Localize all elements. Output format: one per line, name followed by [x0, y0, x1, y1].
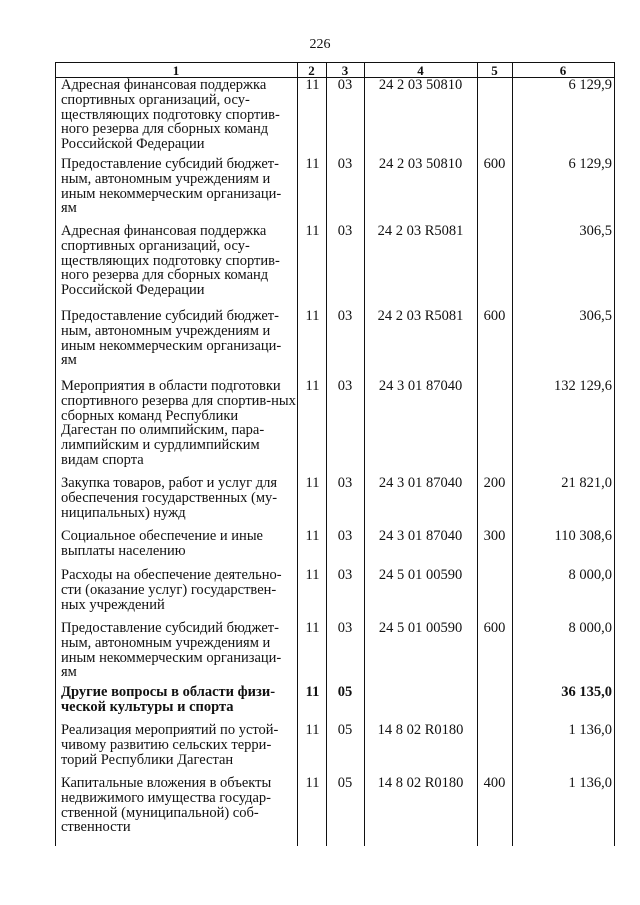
column-header-2: 2: [308, 63, 315, 78]
row-expense-type: 600: [483, 156, 506, 172]
row-section: 11: [305, 378, 320, 394]
row-amount: 132 129,6: [554, 378, 612, 394]
row-amount: 36 135,0: [561, 684, 612, 700]
row-section: 11: [305, 156, 320, 172]
row-target-code: 24 3 01 87040: [378, 475, 463, 491]
row-subsection: 03: [337, 223, 353, 239]
row-subsection: 05: [337, 722, 353, 738]
column-divider: [297, 62, 298, 846]
row-amount: 21 821,0: [561, 475, 612, 491]
row-section: 11: [305, 223, 320, 239]
row-name: Расходы на обеспечение деятельно-сти (оказание услуг) государствен-ных учреждений: [61, 567, 282, 613]
row-target-code: 24 2 03 50810: [378, 77, 463, 93]
row-subsection: 03: [337, 475, 353, 491]
row-subsection: 03: [337, 156, 353, 172]
column-header-6: 6: [559, 63, 567, 78]
row-section: 11: [305, 722, 320, 738]
column-divider: [614, 62, 615, 846]
row-expense-type: 300: [483, 528, 506, 544]
row-target-code: 24 2 03 R5081: [377, 223, 464, 239]
row-amount: 8 000,0: [568, 567, 612, 583]
row-name: Реализация мероприятий по устой-чивому развитию сельских терри-торий Республики Дагестан: [61, 722, 279, 768]
row-section: 11: [305, 684, 320, 700]
row-expense-type: 200: [483, 475, 506, 491]
row-target-code: 24 3 01 87040: [378, 378, 463, 394]
row-target-code: 24 3 01 87040: [378, 528, 463, 544]
row-section: 11: [305, 620, 320, 636]
row-subsection: 03: [337, 620, 353, 636]
row-section: 11: [305, 567, 320, 583]
row-amount: 1 136,0: [568, 722, 612, 738]
row-name: Предоставление субсидий бюджет-ным, автономным учреждениям и иным некоммерческим организаци-ям: [61, 156, 282, 217]
row-name: Закупка товаров, работ и услуг для обеспечения государственных (му-ниципальных) нужд: [61, 475, 278, 521]
row-subsection: 05: [337, 775, 353, 791]
row-amount: 306,5: [579, 223, 612, 239]
row-name: Мероприятия в области подготовки спортивного резерва для спортив-ных сборных команд Республики Дагестан по олимпийским, пара-лимпийским и сурдлимпийским видам спорта: [61, 378, 296, 468]
row-name: Капитальные вложения в объекты недвижимого имущества государ-ственной (муниципальной) соб-ственности: [61, 775, 272, 836]
row-expense-type: 600: [483, 620, 506, 636]
column-divider: [477, 62, 478, 846]
row-section: 11: [305, 528, 320, 544]
column-header-1: 1: [172, 63, 180, 78]
row-subsection: 03: [337, 378, 353, 394]
row-name: Социальное обеспечение и иные выплаты населению: [61, 528, 263, 559]
row-amount: 8 000,0: [568, 620, 612, 636]
row-amount: 110 308,6: [554, 528, 612, 544]
column-header-4: 4: [417, 63, 424, 78]
row-expense-type: 600: [483, 308, 506, 324]
row-target-code: 14 8 02 R0180: [377, 775, 464, 791]
row-name: Другие вопросы в области физи-ческой культуры и спорта: [61, 684, 276, 715]
row-target-code: 14 8 02 R0180: [377, 722, 464, 738]
row-target-code: 24 5 01 00590: [378, 620, 463, 636]
page-number: 226: [309, 37, 331, 52]
row-section: 11: [305, 77, 320, 93]
budget-table: [55, 62, 615, 846]
row-amount: 6 129,9: [568, 156, 612, 172]
column-header-5: 5: [491, 63, 498, 78]
row-subsection: 03: [337, 308, 353, 324]
row-target-code: 24 2 03 50810: [378, 156, 463, 172]
row-subsection: 05: [337, 684, 353, 700]
row-amount: 1 136,0: [568, 775, 612, 791]
row-target-code: 24 2 03 R5081: [377, 308, 464, 324]
row-subsection: 03: [337, 528, 353, 544]
column-divider: [55, 62, 56, 846]
row-section: 11: [305, 475, 320, 491]
column-header-3: 3: [341, 63, 349, 78]
row-expense-type: 400: [483, 775, 506, 791]
row-subsection: 03: [337, 567, 353, 583]
row-section: 11: [305, 308, 320, 324]
row-name: Адресная финансовая поддержка спортивных организаций, осу-ществляющих подготовку спортив-ного резерва для сборных команд Российской Федерации: [61, 223, 280, 299]
row-name: Адресная финансовая поддержка спортивных организаций, осу-ществляющих подготовку спортив-ного резерва для сборных команд Российской Федерации: [61, 77, 280, 153]
row-target-code: 24 5 01 00590: [378, 567, 463, 583]
row-amount: 306,5: [579, 308, 612, 324]
row-amount: 6 129,9: [568, 77, 612, 93]
row-subsection: 03: [337, 77, 353, 93]
row-name: Предоставление субсидий бюджет-ным, автономным учреждениям и иным некоммерческим организаци-ям: [61, 308, 282, 369]
row-name: Предоставление субсидий бюджет-ным, автономным учреждениям и иным некоммерческим организаци-ям: [61, 620, 282, 681]
row-section: 11: [305, 775, 320, 791]
